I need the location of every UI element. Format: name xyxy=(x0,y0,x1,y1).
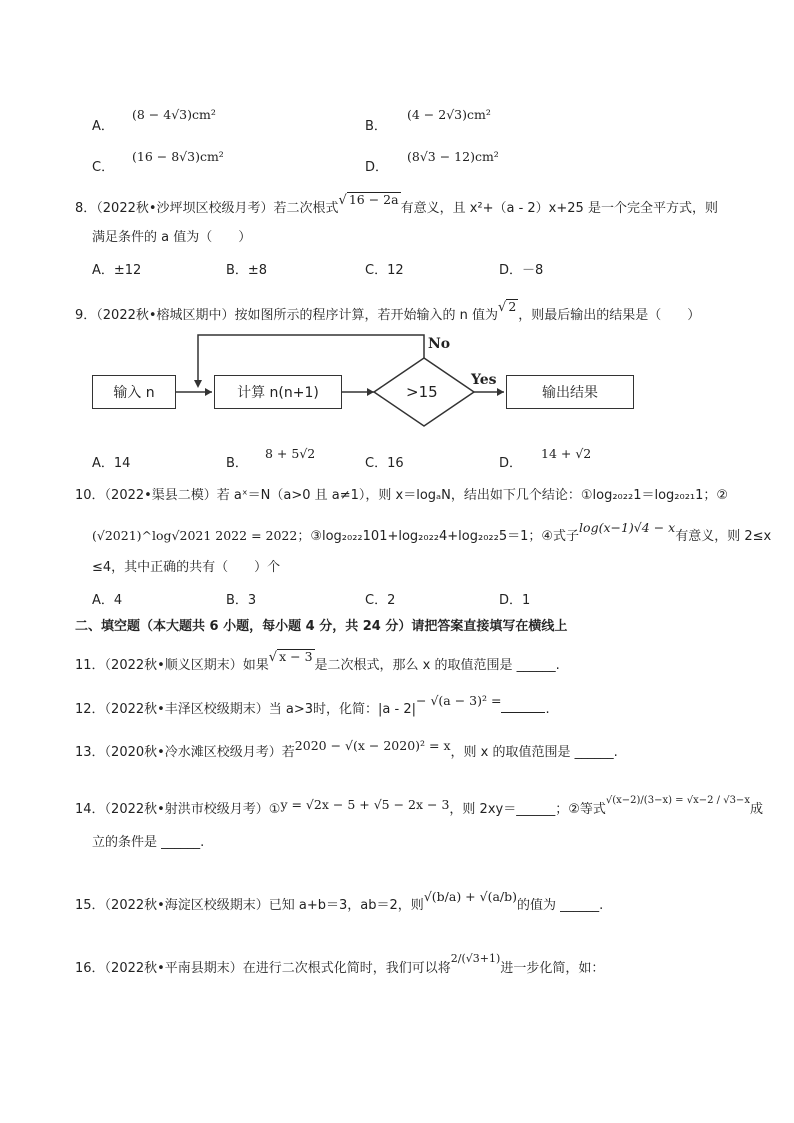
q16-text-a: 16．（2022秋•平南县期末）在进行二次根式化简时，我们可以将 xyxy=(75,961,451,976)
q10-line2 xyxy=(92,520,772,546)
q12-text-b: . xyxy=(545,702,550,717)
flow-no-label: No xyxy=(428,336,451,352)
q10-text-c: 有意义，则 2≤x xyxy=(675,529,772,544)
q10-text-b: ；③log₂₀₂₂101+log₂₀₂₂4+log₂₀₂₂5＝1；④式子 xyxy=(297,529,580,544)
q10-line1: 10．（2022•渠县二模）若 aˣ＝N（a>0 且 a≠1），则 x＝logₐN，结出如下几个结论：①log₂₀₂₂1＝log₂₀₂₁1；② xyxy=(75,488,729,503)
q7-option-d-expr: (8√3 − 12)cm² xyxy=(407,149,499,164)
q8-text-b: 有意义，且 x²+（a - 2）x+25 是一个完全平方式，则 xyxy=(400,201,718,216)
q16-expr: 2/(√3+1) xyxy=(450,952,501,965)
q8-option-b: B．±8 xyxy=(226,263,268,278)
q7-option-c-expr: (16 − 8√3)cm² xyxy=(132,149,224,164)
q10-option-c: C．2 xyxy=(365,593,396,608)
q9-option-d-expr: 14 + √2 xyxy=(541,446,592,461)
flow-yes-label: Yes xyxy=(471,372,497,388)
q13-text-b: ，则 x 的取值范围是 ______. xyxy=(450,745,618,760)
q9-text-a: 9．（2022秋•榕城区期中）按如图所示的程序计算，若开始输入的 n 值为 xyxy=(75,308,499,323)
q15-text-a: 15．（2022秋•海淀区校级期末）已知 a+b＝3，ab＝2，则 xyxy=(75,898,424,913)
q11-radicand: x − 3 xyxy=(279,649,313,664)
q12-answer-blank[interactable] xyxy=(501,700,545,713)
q11-line xyxy=(75,649,560,675)
q11-text-a: 11．（2022秋•顺义区期末）如果 xyxy=(75,658,269,673)
q11-text-b: 是二次根式，那么 x 的取值范围是 ______. xyxy=(314,658,560,673)
q16-line xyxy=(75,952,605,978)
flow-decision-label: >15 xyxy=(406,383,438,401)
q7-option-a: A． xyxy=(92,119,114,134)
q9-option-b-expr: 8 + 5√2 xyxy=(265,446,316,461)
q9-option-c: C．16 xyxy=(365,456,404,471)
q8-text-a: 8．（2022秋•沙坪坝区校级月考）若二次根式 xyxy=(75,201,339,216)
q14-expr2: √(x−2)/(3−x) = √x−2 / √3−x xyxy=(605,795,750,806)
q10-line3: ≤4，其中正确的共有（ ）个 xyxy=(92,560,281,575)
q8-option-a: A．±12 xyxy=(92,263,142,278)
q14-expr: y = √2x − 5 + √5 − 2x − 3 xyxy=(280,797,450,812)
q11-radical: √ x − 3 xyxy=(268,649,313,665)
q10-expr-power: (√2021)^log√2021 2022 = 2022 xyxy=(92,528,298,543)
q9-option-a: A．14 xyxy=(92,456,131,471)
q8-line2: 满足条件的 a 值为（ ） xyxy=(92,230,252,245)
q8-option-c: C．12 xyxy=(365,263,404,278)
flow-compute-box xyxy=(214,375,342,409)
q14-text-a: 14．（2022秋•射洪市校级月考）① xyxy=(75,802,281,817)
q8-radicand: 16 − 2a xyxy=(348,192,399,207)
q10-option-b: B．3 xyxy=(226,593,257,608)
q7-option-b-expr: (4 − 2√3)cm² xyxy=(407,107,491,122)
q10-option-a: A．4 xyxy=(92,593,123,608)
q14-text-b: ，则 2xy＝______；②等式 xyxy=(449,802,606,817)
q15-line xyxy=(75,889,604,915)
flow-output-box xyxy=(506,375,634,409)
q16-text-b: 进一步化简，如： xyxy=(500,961,605,976)
q10-expr-log: log(x−1)√4 − x xyxy=(579,520,676,535)
flow-output-label: 输出结果 xyxy=(542,385,598,401)
q8-radical: √ 16 − 2a xyxy=(338,192,399,208)
flow-compute-label: 计算 n(n+1) xyxy=(237,385,319,401)
q14-text-c: 成 xyxy=(749,802,763,817)
q15-text-b: 的值为 ______. xyxy=(517,898,604,913)
q13-line xyxy=(75,738,618,762)
q7-option-c: C． xyxy=(92,160,115,175)
q9-text-b: ，则最后输出的结果是（ ） xyxy=(518,308,701,323)
q12-line xyxy=(75,693,550,719)
q7-option-b: B． xyxy=(365,119,387,134)
q13-expr: 2020 − √(x − 2020)² = x xyxy=(294,738,451,753)
q12-expr: − √(a − 3)² = xyxy=(416,693,502,708)
q10-option-d: D．1 xyxy=(499,593,531,608)
q8-option-d: D．－8 xyxy=(499,263,544,278)
q15-expr: √(b/a) + √(a/b) xyxy=(423,889,518,904)
section-fill-in-title: 二、填空题（本大题共 6 小题，每小题 4 分，共 24 分）请把答案直接填写在横线上 xyxy=(75,619,568,634)
flow-input-box xyxy=(92,375,176,409)
q9-option-b: B． xyxy=(226,456,248,471)
q13-text-a: 13．（2020秋•冷水滩区校级月考）若 xyxy=(75,745,295,760)
q7-option-d: D． xyxy=(365,160,389,175)
flow-input-label: 输入 n xyxy=(113,385,155,401)
q12-text-a: 12．（2022秋•丰泽区校级期末）当 a>3时，化简：|a - 2| xyxy=(75,702,417,717)
q14-line1 xyxy=(75,795,763,820)
q14-line2: 立的条件是 ______. xyxy=(92,835,205,850)
q7-option-a-expr: (8 − 4√3)cm² xyxy=(132,107,216,122)
q9-radical: √ 2 xyxy=(498,299,517,315)
q9-option-d: D． xyxy=(499,456,523,471)
q9-radicand: 2 xyxy=(508,299,517,314)
